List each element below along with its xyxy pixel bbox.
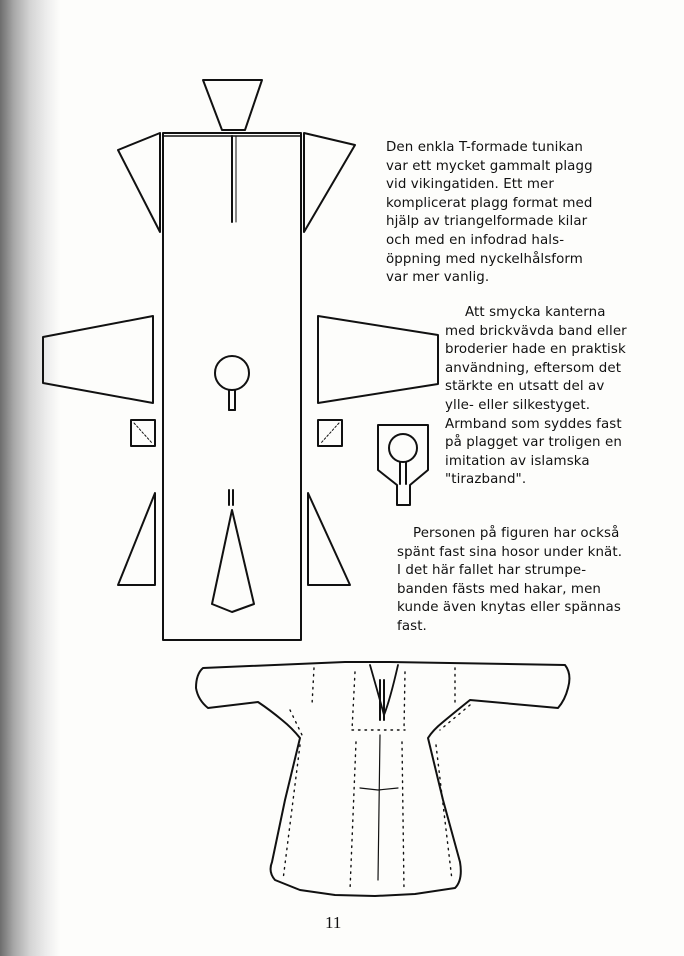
left-sleeve-piece: [43, 316, 153, 403]
page-number: 11: [325, 913, 342, 932]
text-line: Armband som syddes fast: [445, 416, 622, 432]
keyhole-neck-opening: [215, 356, 249, 390]
neck-gusset-piece: [203, 80, 262, 130]
text-line: öppning med nyckelhålsform: [386, 251, 583, 267]
text-line: med brickvävda band eller: [445, 323, 627, 339]
text-line: komplicerat plagg format med: [386, 195, 593, 211]
figure-person-paragraph: [397, 525, 622, 637]
text-line: hjälp av triangelformade kilar: [386, 214, 588, 230]
text-line: kunde även knytas eller spännas: [397, 600, 621, 616]
text-line: Personen på figuren har också: [413, 526, 620, 541]
text-line: spänt fast sina hosor under knät.: [397, 544, 623, 560]
text-line: användning, eftersom det: [445, 360, 622, 376]
text-line: på plagget var troligen en: [445, 435, 622, 451]
text-line: I det här fallet har strumpe-: [397, 563, 587, 579]
text-line: ylle- eller silkestyget.: [445, 397, 591, 413]
right-sleeve-piece: [318, 316, 438, 403]
text-line: banden fästs med hakar, men: [397, 581, 601, 597]
finished-tunic-drawing: [196, 662, 569, 896]
text-line: Den enkla T-formade tunikan: [386, 140, 584, 155]
left-shoulder-gusset: [118, 133, 160, 232]
text-line: "tirazband".: [445, 472, 527, 488]
center-skirt-gore: [212, 510, 254, 612]
text-line: fast.: [397, 618, 427, 634]
text-line: vid vikingatiden. Ett mer: [386, 177, 554, 193]
decoration-paragraph: [445, 304, 627, 490]
text-line: var mer vanlig.: [386, 270, 490, 286]
left-skirt-gore: [118, 493, 155, 585]
text-line: Att smycka kanterna: [465, 305, 606, 320]
text-line: och med en infodrad hals-: [386, 232, 565, 248]
intro-paragraph: [386, 139, 593, 288]
text-line: var ett mycket gammalt plagg: [386, 158, 593, 174]
neck-facing-piece: [378, 425, 428, 505]
text-line: stärkte en utsatt del av: [445, 379, 605, 395]
text-line: broderier hade en praktisk: [445, 342, 626, 358]
right-skirt-gore: [308, 493, 350, 585]
right-shoulder-gusset: [304, 133, 355, 232]
text-line: imitation av islamska: [445, 453, 590, 469]
